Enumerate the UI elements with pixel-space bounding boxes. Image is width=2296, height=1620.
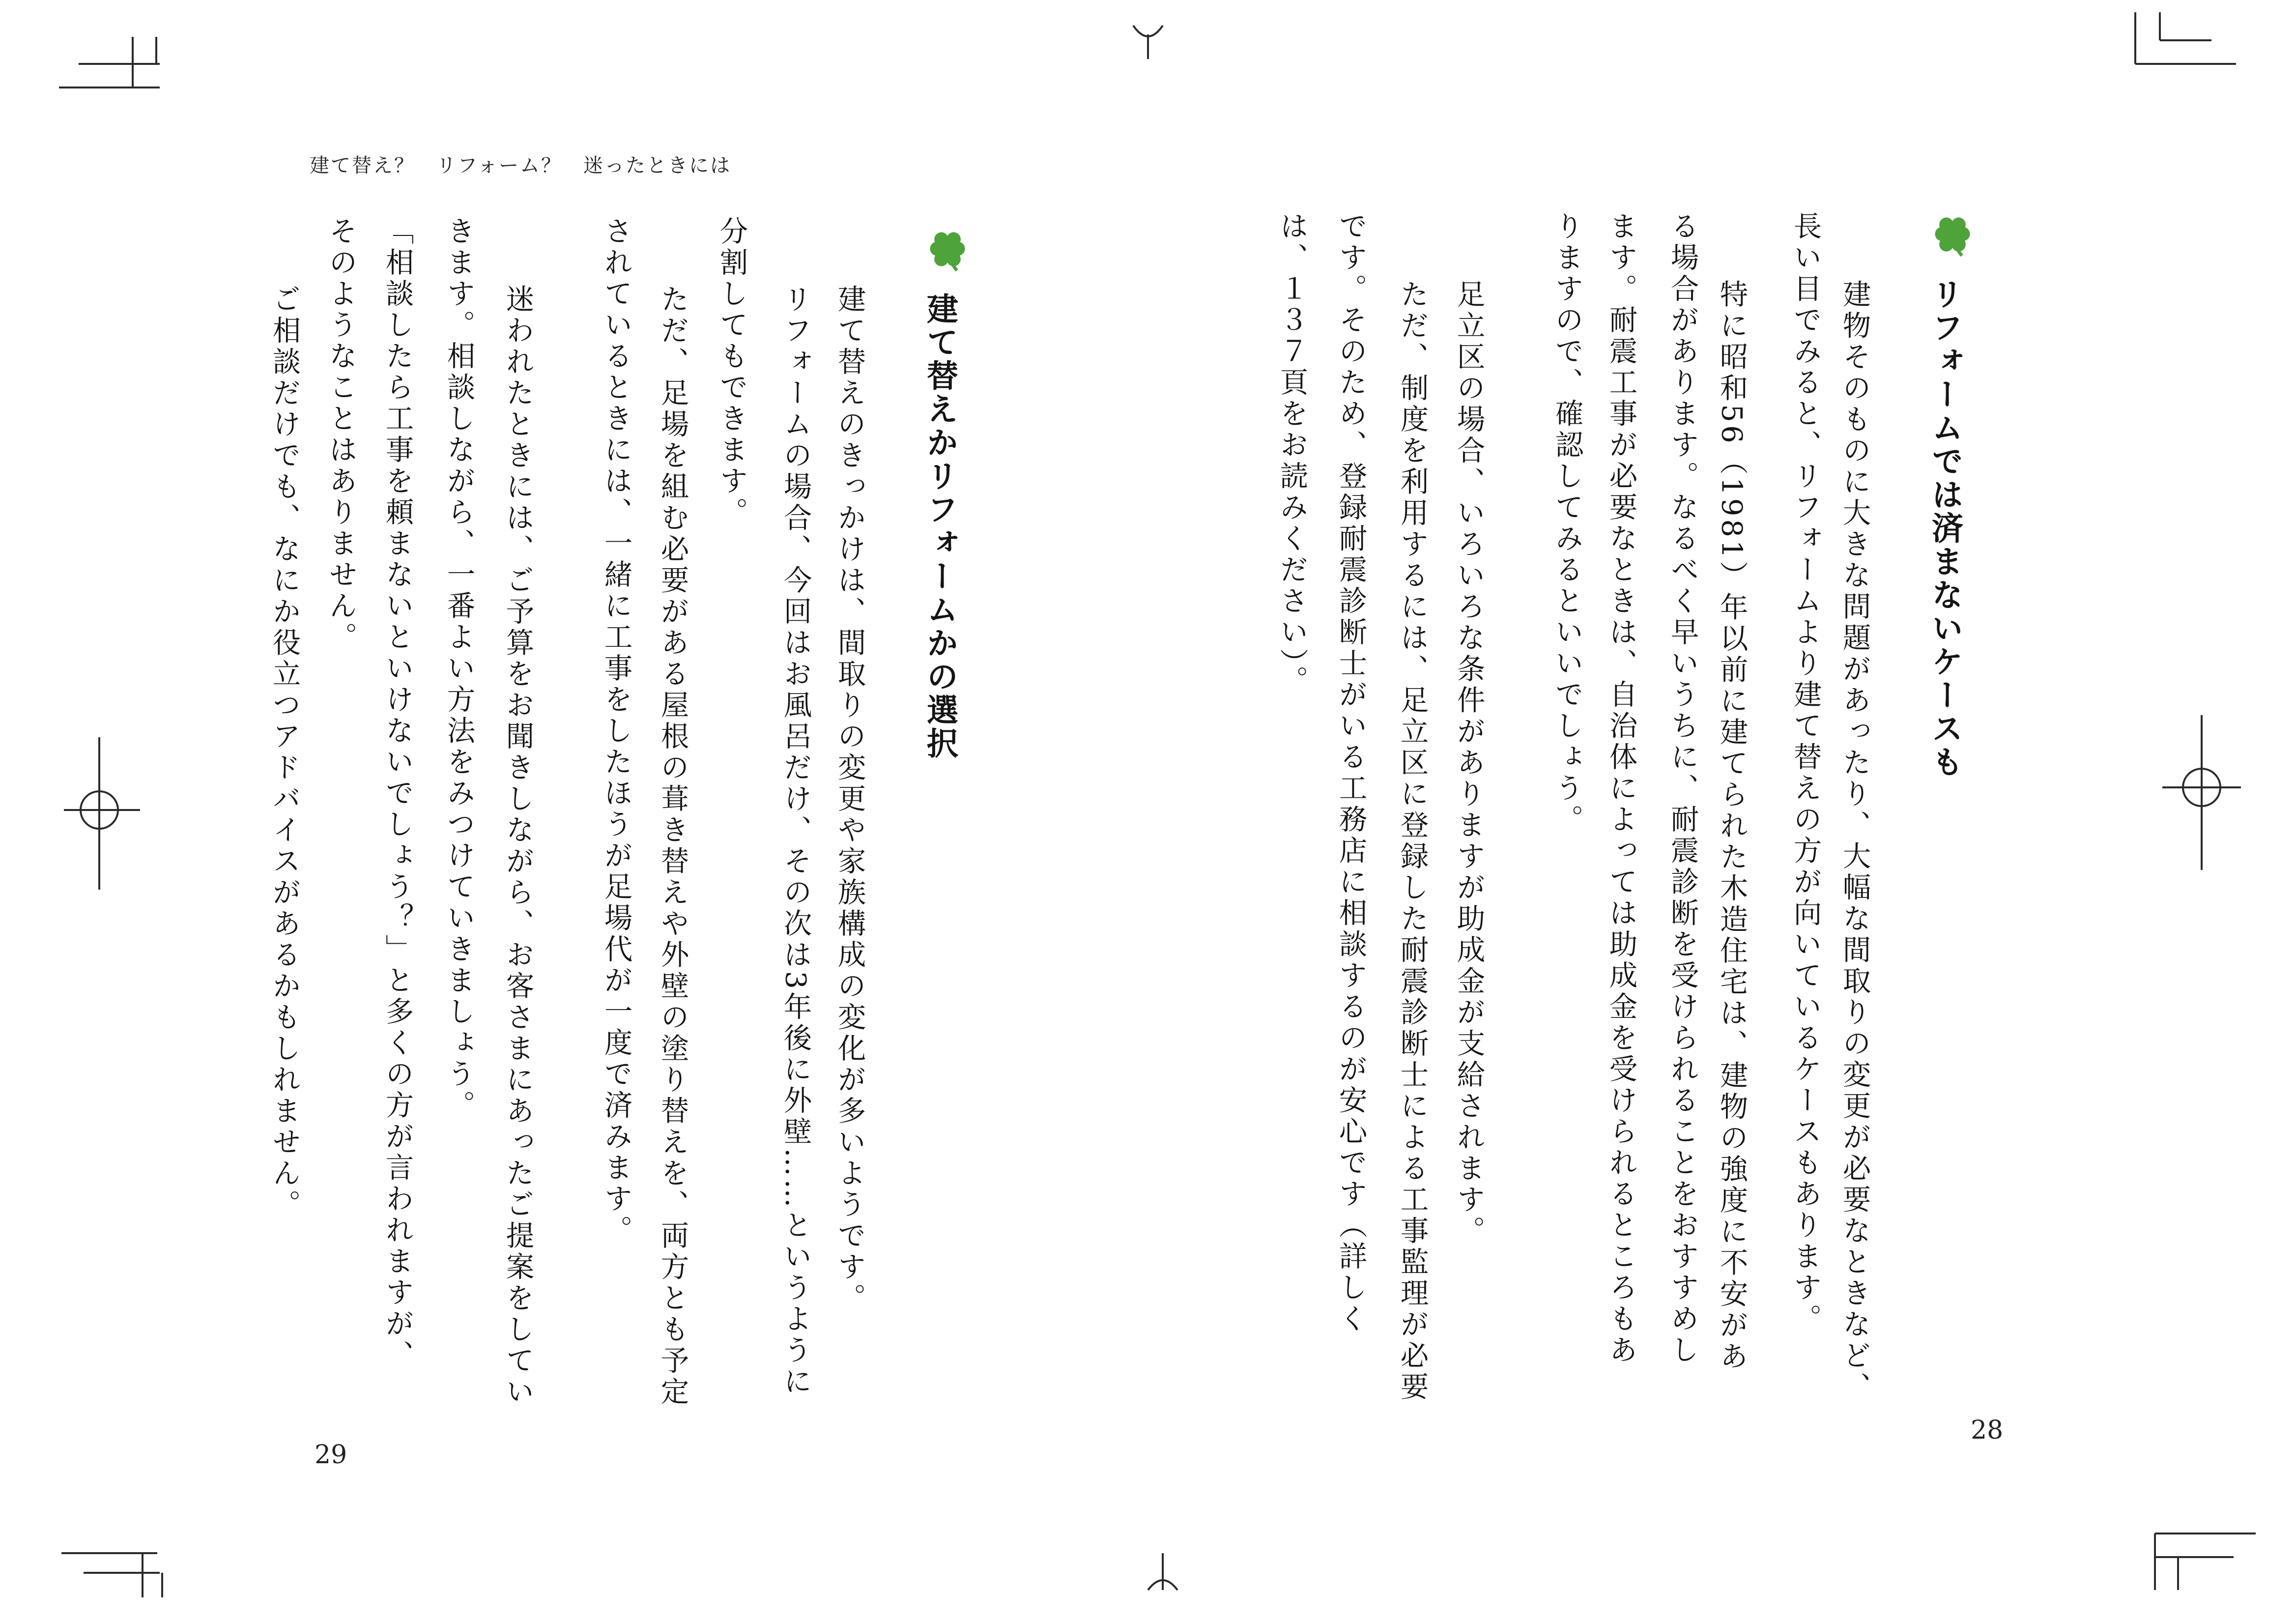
left-page-line: ご相談だけでも、なにか役立つアドバイスがあるかもしれません。: [268, 253, 301, 1221]
left-page-line: されているときには、一緒に工事をしたほうが足場代が一度で済みます。: [600, 216, 633, 1246]
right-page-line: です。そのため、登録耐震診断士がいる工務店に相談するのが安心です（詳しく: [1334, 211, 1368, 1335]
left-page-line: 分割してもできます。: [715, 216, 748, 528]
left-page-line: そのようなことはありません。: [324, 216, 358, 653]
left-page-line: きます。相談しながら、一番よい方法をみつけていきましょう。: [442, 216, 476, 1122]
right-page-heading: リフォームでは済まないケースも: [1926, 278, 1963, 779]
left-page-line: 「相談したら工事を頼まないといけないでしょう？」と多くの方が言われますが、: [381, 216, 414, 1371]
left-page-line: リフォームの場合、今回はお風呂だけ、その次は3年後に外壁……というように: [779, 253, 812, 1398]
right-page-line: ただ、制度を利用するには、足立区に登録した耐震診断士による工事監理が必要: [1396, 248, 1429, 1403]
left-page-line: ただ、足場を組む必要がある屋根の葺き替えや外壁の塗り替えを、両方とも予定: [656, 253, 689, 1408]
clover-icon: [924, 226, 971, 273]
clover-icon: [1929, 211, 1976, 259]
right-page-line: 特に昭和56（1981）年以前に建てられた木造住宅は、建物の強度に不安があ: [1715, 248, 1749, 1373]
left-page-line: 建て替えのきっかけは、間取りの変更や家族構成の変化が多いようです。: [833, 253, 866, 1314]
right-page-line: りますので、確認してみるといいでしょう。: [1550, 211, 1584, 836]
left-page-heading: 建て替えかリフォームかの選択: [921, 292, 958, 760]
right-page-line: 長い目でみると、リフォームより建て替えの方が向いているケースもあります。: [1789, 211, 1822, 1335]
right-page-line: 建物そのものに大きな問題があったり、大幅な間取りの変更が必要なときなど、: [1838, 248, 1871, 1403]
running-head: 建て替え？ リフォーム？ 迷ったときには: [310, 154, 731, 177]
page-number-left: 29: [315, 1440, 347, 1470]
right-page-line: る場合があります。なるべく早いうちに、耐震診断を受けられることをおすすめし: [1666, 211, 1699, 1366]
right-page-line: ます。耐震工事が必要なときは、自治体によっては助成金を受けられるところもあ: [1605, 211, 1638, 1366]
page-number-right: 28: [1971, 1416, 2004, 1445]
right-page-line: は、１３７頁をお読みください）。: [1275, 211, 1309, 697]
left-page-line: 迷われたときには、ご予算をお聞きしながら、お客さまにあったご提案をしてい: [501, 253, 535, 1408]
right-page-line: 足立区の場合、いろいろな条件がありますが助成金が支給されます。: [1452, 248, 1486, 1247]
